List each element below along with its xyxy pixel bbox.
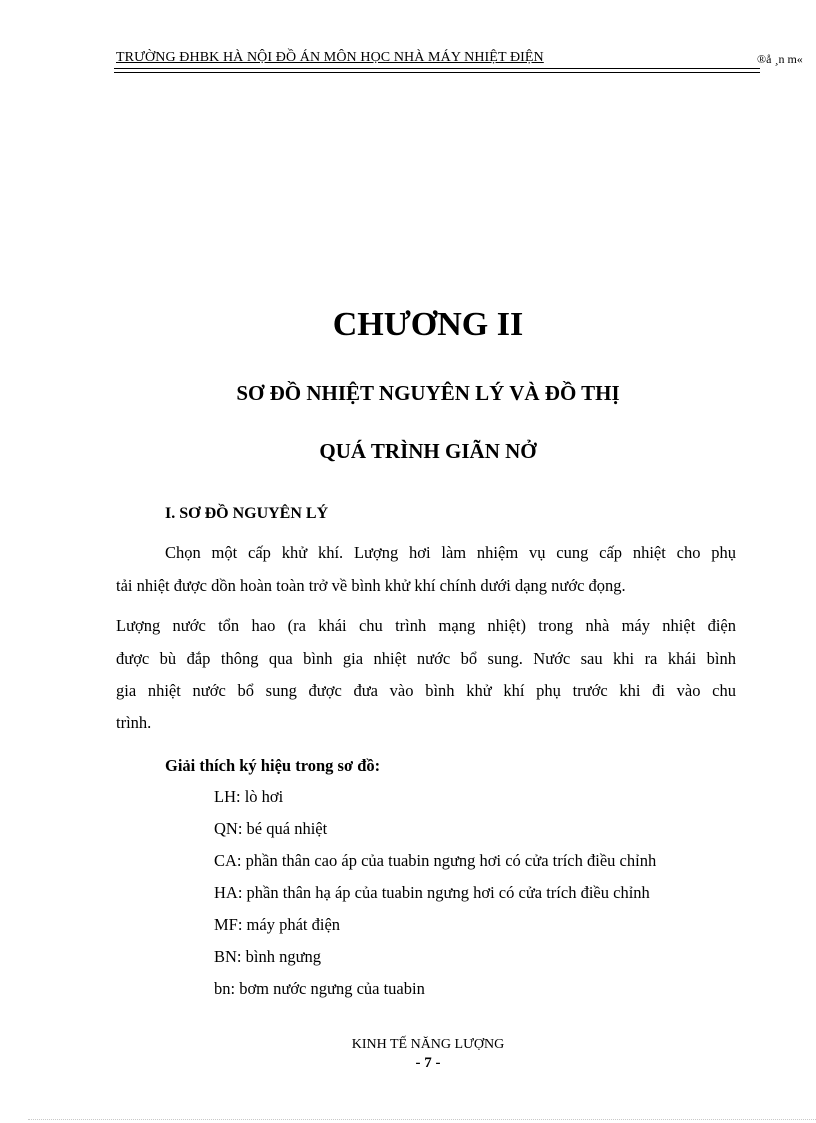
chapter-subtitle-line-2: QUÁ TRÌNH GIÃN NỞ — [319, 439, 537, 463]
paragraph-2-line: trình. — [116, 713, 152, 732]
legend-item: LH: lò hơi — [214, 787, 284, 806]
paragraph-2-line: được bù đắp thông qua bình gia nhiệt nước bổ sung. Nước sau khi ra khái bình — [116, 649, 736, 668]
footer-text: KINH TẾ NĂNG LƯỢNG — [351, 1037, 505, 1052]
legend-item: HA: phần thân hạ áp của tuabin ngưng hơi có cửa trích điều chỉnh — [214, 883, 650, 902]
chapter-title: CHƯƠNG II — [332, 306, 524, 343]
section-heading: I. SƠ ĐỒ NGUYÊN LÝ — [165, 505, 329, 522]
paragraph-1-line: Chọn một cấp khử khí. Lượng hơi làm nhiệm vụ cung cấp nhiệt cho phụ — [165, 543, 736, 562]
paragraph-2-line: gia nhiệt nước bổ sung được đưa vào bình khử khí phụ trước khi đi vào chu — [116, 681, 736, 700]
legend-heading: Giải thích ký hiệu trong sơ đồ: — [165, 756, 381, 775]
page-number: - 7 - — [415, 1055, 441, 1071]
legend-item: MF: máy phát điện — [214, 915, 341, 934]
legend-item: QN: bé quá nhiệt — [214, 819, 328, 838]
legend-item: BN: bình ngưng — [214, 947, 322, 966]
running-header: TRƯỜNG ĐHBK HÀ NỘI ĐỒ ÁN MÔN HỌC NHÀ MÁY NHIỆT ĐIỆN — [116, 50, 544, 65]
paragraph-2-line: Lượng nước tổn hao (ra khái chu trình mạng nhiệt) trong nhà máy nhiệt điện — [116, 616, 736, 635]
running-header-right: ®å ¸n m« — [757, 52, 803, 66]
paragraph-1-line: tải nhiệt được dồn hoàn toàn trở về bình khử khí chính dưới dạng nước đọng. — [116, 576, 626, 595]
legend-item: bn: bơm nước ngưng của tuabin — [214, 979, 425, 998]
header-divider — [114, 68, 760, 73]
page-bottom-divider — [28, 1119, 816, 1120]
chapter-subtitle-line-1: SƠ ĐỒ NHIỆT NGUYÊN LÝ VÀ ĐỒ THỊ — [236, 381, 620, 405]
legend-item: CA: phần thân cao áp của tuabin ngưng hơi có cửa trích điều chỉnh — [214, 851, 657, 870]
